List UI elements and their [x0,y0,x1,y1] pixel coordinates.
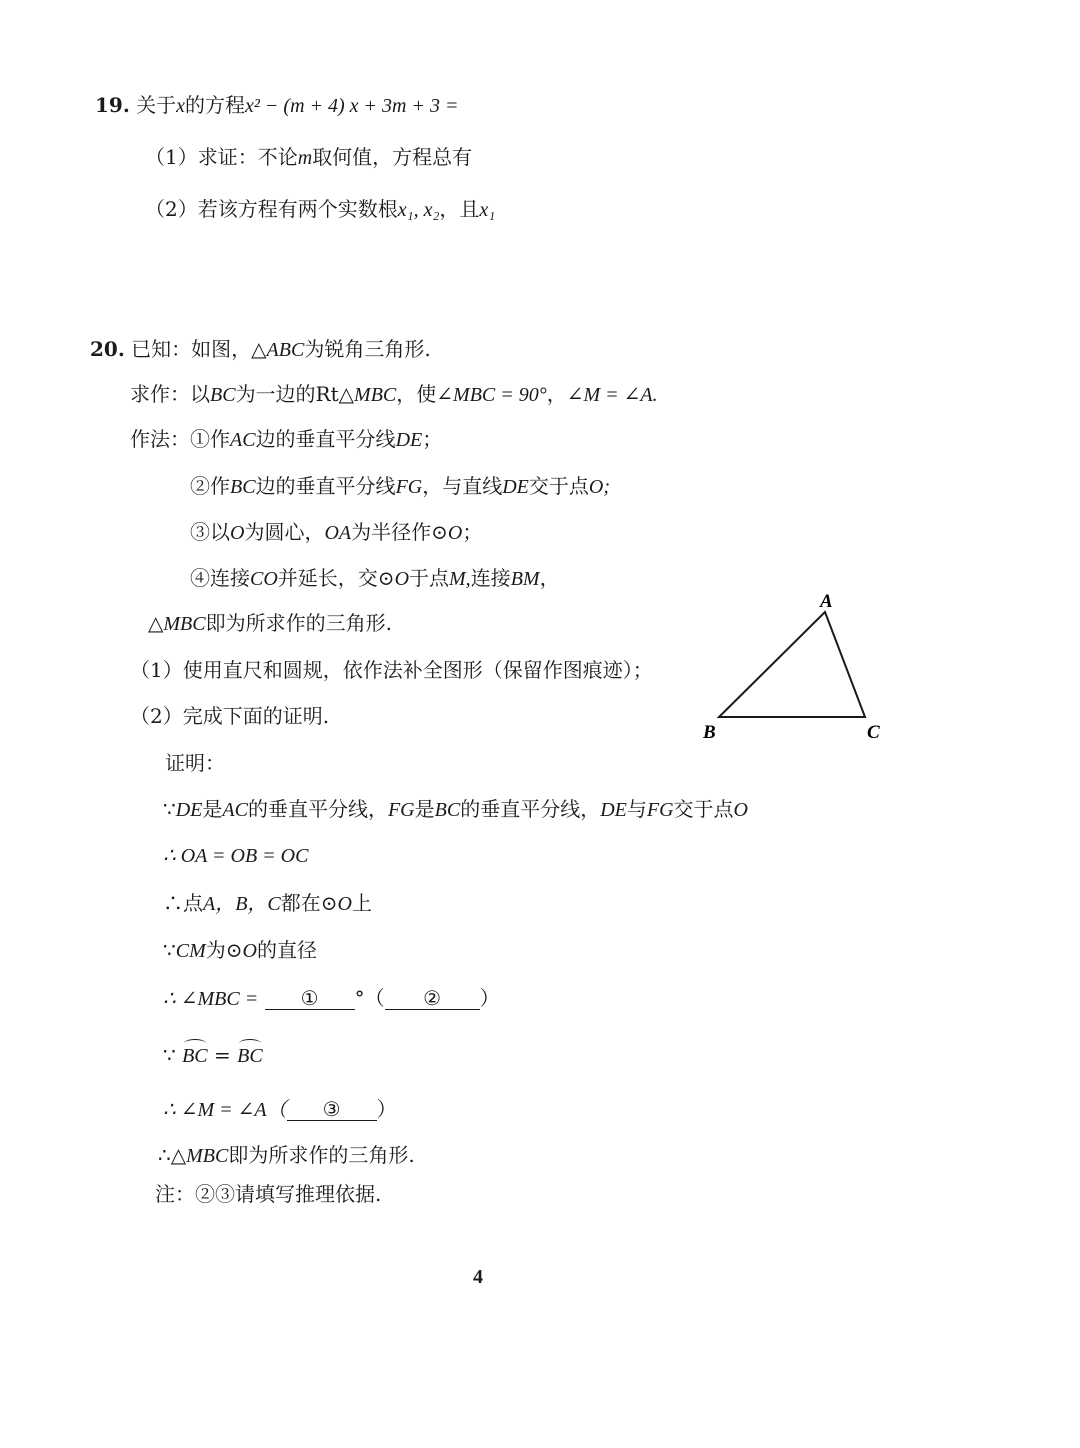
proof-line-6: ∵ BC = BC [163,1043,263,1067]
q20-part2: （2）完成下面的证明. [130,704,330,728]
q20-number: 20. [90,337,125,361]
proof-label: 证明： [165,751,225,775]
proof-line-2: ∴ OA = OB = OC [163,845,309,867]
vertex-label-c: C [867,722,880,743]
answer-blank-2[interactable]: ② [385,987,480,1010]
proof-line-8: ∴△MBC即为所求作的三角形. [158,1143,415,1167]
page-number: 4 [473,1266,483,1288]
proof-line-4: ∵CM为⊙O的直径 [163,938,317,962]
q19-part2: （2）若该方程有两个实数根x₁, x₂，且x₁ [145,197,496,221]
q20-method-step2: ②作BC边的垂直平分线FG，与直线DE交于点O; [190,474,611,498]
vertex-label-b: B [703,722,716,743]
q19-equation: x² − (m + 4) x + 3m + 3 = [245,95,459,117]
arc-bc-1: BC [182,1045,208,1067]
q20-task: 求作：以BC为一边的Rt△MBC，使∠MBC = 90°，∠M = ∠A. [130,382,658,406]
proof-note: 注：②③请填写推理依据. [155,1182,382,1206]
q19-part1: （1）求证：不论m取何值，方程总有 [145,145,473,169]
proof-line-3: ∴点A，B，C都在⊙O上 [163,891,372,915]
triangle-abc [719,612,865,717]
triangle-abc-figure [690,585,910,755]
vertex-label-a: A [820,591,833,612]
q20-method-step1: 作法：①作AC边的垂直平分线DE； [130,427,443,451]
q20-method-step3: ③以O为圆心，OA为半径作⊙O； [190,520,483,544]
q19-stem: 19. 关于x的方程x² − (m + 4) x + 3m + 3 = [95,93,459,117]
arc-bc-2: BC [237,1045,263,1067]
answer-blank-3[interactable]: ③ [287,1098,377,1121]
proof-line-1: ∵DE是AC的垂直平分线，FG是BC的垂直平分线，DE与FG交于点O [163,797,748,821]
proof-line-5: ∴ ∠MBC = ① °（ ② ） [163,986,500,1010]
q20-part1: （1）使用直尺和圆规，依作法补全图形（保留作图痕迹）； [130,658,653,682]
proof-line-7: ∴ ∠M = ∠A（ ③ ） [163,1097,397,1121]
q20-method-result: △MBC即为所求作的三角形. [148,611,392,635]
answer-blank-1[interactable]: ① [265,987,355,1010]
q20-given: 20. 已知：如图，△ABC为锐角三角形. [90,337,431,361]
q20-method-step4: ④连接CO并延长，交⊙O于点M,连接BM， [190,566,560,590]
q19-number: 19. [95,93,130,117]
